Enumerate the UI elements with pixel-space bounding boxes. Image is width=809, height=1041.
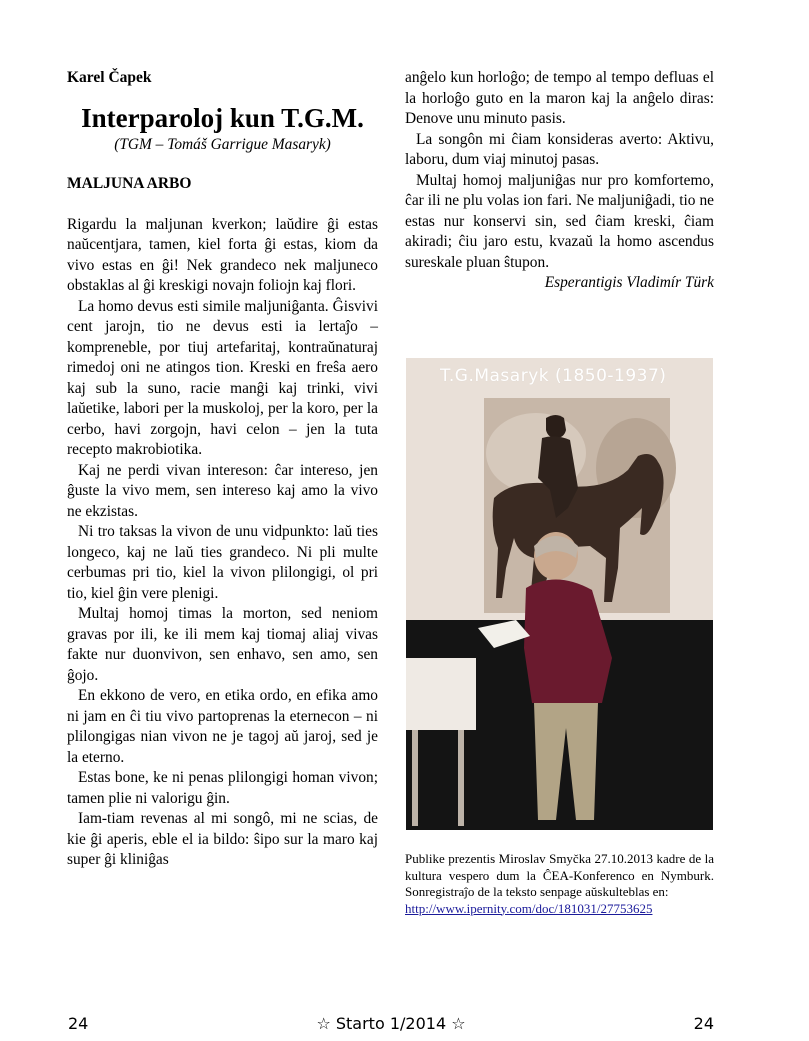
paragraph: Estas bone, ke ni penas plilongigi homan vivon; tamen plie ni valorigu ĝin. [67, 769, 378, 807]
article-subtitle: (TGM – Tomáš Garrigue Masaryk) [114, 135, 331, 153]
recording-link[interactable]: http://www.ipernity.com/doc/181031/27753625 [405, 900, 653, 916]
paragraph: La homo devus esti simile maljuniĝanta. Ĝisvivi cent jarojn, tio ne devus esti ia lertaĵo – kompreneble, por tiuj artefaritaj, kontraŭnaturaj rimedoj oni ne atingos tion. Kreski en freŝa aero kaj sub la suno, racie manĝi kaj trinki, vivi laŭetike, labori per la muskoloj, per la koro, per la cerbo, havi zorgojn, havi celon – jen la tuta recepto makrobiotika. [67, 297, 378, 458]
paragraph: Ni tro taksas la vivon de unu vidpunkto: laŭ ties longeco, kaj ne laŭ ties grandeco. Ni pli multe cerbumas pri tio, kiel la vivon plilongigi, ol pri tio, kiel ĝin vere plenigi. [67, 523, 378, 602]
article-title: Interparoloj kun T.G.M. [81, 102, 364, 133]
event-photo [406, 358, 713, 830]
page-number-right: 24 [693, 1014, 714, 1033]
paragraph: En ekkono de vero, en etika ordo, en efika amo ni jam en ĉi tiu vivo partoprenas la eternecon – ni plilongigas nian vivon ne je tagoj aŭ jaroj, sed je la eterno. [67, 687, 378, 766]
photo-overlay-text: T.G.Masaryk (1850-1937) [440, 366, 667, 386]
page-number-left: 24 [68, 1014, 89, 1033]
section-heading: MALJUNA ARBO [67, 175, 192, 192]
lectern [406, 658, 476, 730]
paragraph: Rigardu la maljunan kverkon; laŭdire ĝi estas naŭcentjara, tamen, kiel forta ĝi estas, kiom da vivo estas en ĝi! Nek grandeco nek maljuneco obstaklas al ĝi kreskigi novajn foliojn kaj flori. [67, 215, 378, 294]
author: Karel Čapek [67, 69, 152, 86]
paragraph: Multaj homoj maljuniĝas nur pro komfortemo, ĉar ili ne plu volas ion fari. Ne maljuniĝadi, tio ne estas nur konservi sin, sed ĉiam kreski, ĉiam akiradi; ĉiu jaro estu, kvazaŭ la homo ascendus sureskale pluan ŝtupon. [405, 171, 714, 271]
paragraph: La songôn mi ĉiam konsideras averto: Aktivu, laboru, dum viaj minutoj pasas. [405, 130, 714, 168]
paragraph: Kaj ne perdi vivan intereson: ĉar intereso, jen ĝuste la vivo mem, sen intereso kaj amo la vivo ne ekzistas. [67, 461, 378, 520]
translator-credit: Esperantigis Vladimír Türk [544, 274, 714, 291]
left-column [67, 68, 378, 871]
photo-caption [405, 851, 714, 917]
photo-illustration [406, 358, 713, 830]
right-column [405, 68, 714, 294]
caption-text: Publike prezentis Miroslav Smyčka 27.10.2013 kadre de la kultura vespero dum la ĈEA-Konferenco en Nymburk. Sonregistraĵo de la teksto senpage aŭskulteblas en: [405, 851, 714, 899]
paragraph: Multaj homoj timas la morton, sed neniom gravas por ili, ke ili mem kaj tiomaj aliaj vivas fakte nur duonvivon, sen enhavo, sen amo, sen ĝojo. [67, 605, 378, 684]
paragraph: anĝelo kun horloĝo; de tempo al tempo defluas el la horloĝo guto en la maron kaj la anĝelo diras: Denove unu minuto pasis. [405, 69, 714, 127]
magazine-issue: ☆ Starto 1/2014 ☆ [316, 1014, 466, 1033]
rider-head [546, 415, 566, 438]
paragraph: Iam-tiam revenas al mi songô, mi ne scias, de kie ĝi aperis, eble el ia bildo: ŝipo sur la maro kaj super ĝi kliniĝas [67, 810, 378, 868]
